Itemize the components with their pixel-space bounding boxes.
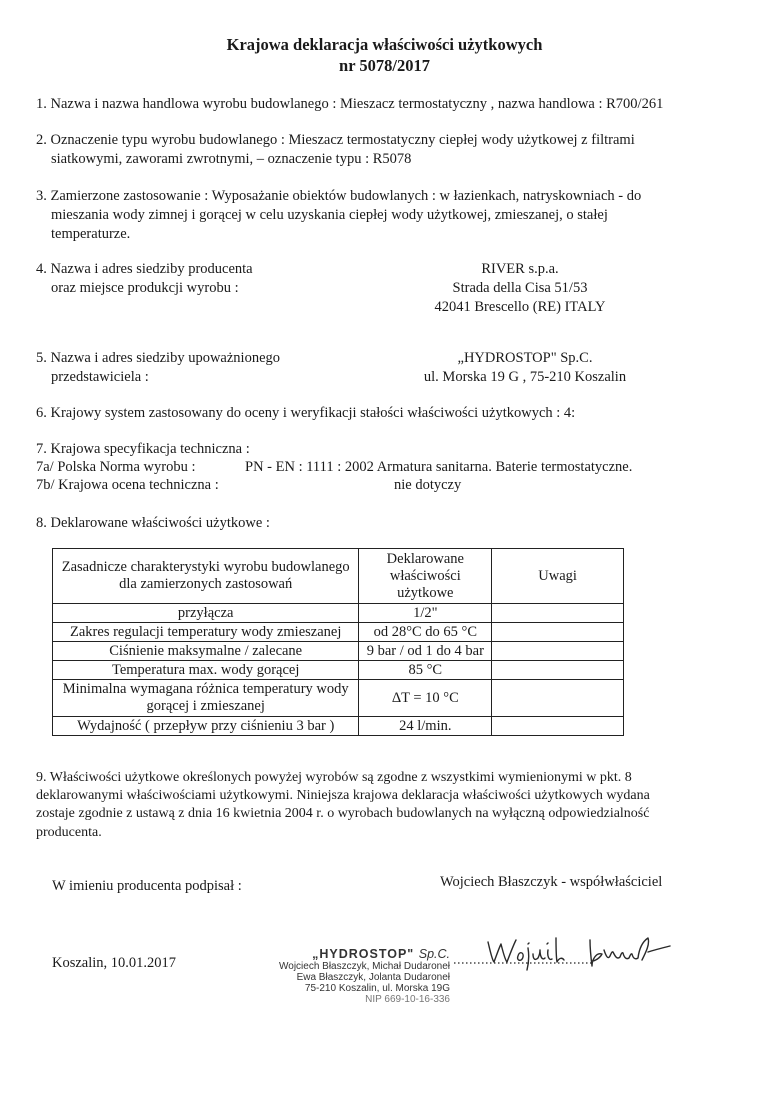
row-characteristic: Temperatura max. wody gorącej: [53, 661, 359, 680]
section-4-label-line-1: 4. Nazwa i adres siedziby producenta: [36, 261, 253, 277]
section-7b-value: nie dotyczy: [394, 477, 462, 493]
representative-street: ul. Morska 19 G , 75-210 Koszalin: [423, 368, 627, 385]
section-7b-label: 7b/ Krajowa ocena techniczna :: [36, 477, 219, 493]
representative-name: „HYDROSTOP" Sp.C.: [457, 350, 593, 366]
section-7: 7. Krajowa specyfikacja techniczna :: [36, 441, 250, 457]
section-4-label-line-2: oraz miejsce produkcji wyrobu :: [51, 279, 239, 296]
header-remarks: Uwagi: [492, 549, 624, 604]
stamp-company-line: [250, 947, 450, 961]
signature-stroke-second: [590, 938, 670, 966]
manufacturer-street: Strada della Cisa 51/53: [452, 279, 588, 296]
row-remarks: [492, 717, 624, 736]
section-7a-label: 7a/ Polska Norma wyrobu :: [36, 459, 196, 475]
row-characteristic: Zakres regulacji temperatury wody zmieszanej: [53, 623, 359, 642]
section-3-line-2: mieszania wody zimnej i gorącej w celu uzyskania ciepłej wody użytkowej, zmieszanej, o stałej: [51, 206, 608, 223]
row-characteristic: Ciśnienie maksymalne / zalecane: [53, 642, 359, 661]
properties-table: [52, 548, 624, 736]
row-remarks: [492, 661, 624, 680]
document-title: [0, 34, 769, 76]
stamp-line-1: Wojciech Błaszczyk, Michał Dudaroneł: [279, 961, 450, 972]
row-value: ΔT = 10 °C: [359, 680, 492, 717]
signed-on-behalf-label: W imieniu producenta podpisał :: [52, 878, 242, 894]
row-remarks: [492, 604, 624, 623]
section-9-line-2: deklarowanymi właściwościami użytkowymi. Niniejsza krajowa deklaracja właściwości użytkowych wydana: [36, 788, 650, 804]
signature-stroke-first: [488, 938, 564, 970]
section-3-line-1: 3. Zamierzone zastosowanie : Wyposażanie obiektów budowlanych : w łazienkach, natryskowniach - do: [36, 188, 642, 204]
section-2: [36, 131, 746, 169]
table-header-row: [53, 549, 624, 604]
row-characteristic: przyłącza: [53, 604, 359, 623]
table-row: [53, 661, 624, 680]
header-characteristics: Zasadnicze charakterystyki wyrobu budowlanego dla zamierzonych zastosowań: [53, 549, 359, 604]
stamp-line-4: NIP 669-10-16-336: [365, 994, 450, 1005]
representative-address: [390, 349, 660, 387]
section-9-line-1: 9. Właściwości użytkowe określonych powyżej wyrobów są zgodne z wszystkimi wymienionymi w pkt. 8: [36, 770, 632, 785]
section-5-label-line-2: przedstawiciela :: [51, 368, 149, 385]
manufacturer-city: 42041 Brescello (RE) ITALY: [434, 298, 606, 315]
row-remarks: [492, 642, 624, 661]
table-row: [53, 642, 624, 661]
section-3-line-3: temperaturze.: [51, 225, 131, 242]
stamp-company: „HYDROSTOP": [312, 947, 415, 961]
section-7a-value: PN - EN : 1111 : 2002 Armatura sanitarna. Baterie termostatyczne.: [245, 459, 633, 475]
section-9-line-4: producenta.: [36, 824, 102, 840]
row-value: 24 l/min.: [359, 717, 492, 736]
header-declared-properties: Deklarowane właściwości użytkowe: [359, 549, 492, 604]
section-3: [36, 187, 746, 244]
signature-graphic: [452, 930, 692, 975]
row-remarks: [492, 680, 624, 717]
table-row: [53, 604, 624, 623]
place-and-date: Koszalin, 10.01.2017: [52, 955, 177, 971]
section-9-line-3: zostaje zgodnie z ustawą z dnia 16 kwietnia 2004 r. o wyrobach budowlanych na wyłączną odpowiedzialność: [36, 806, 650, 822]
table-row: [53, 717, 624, 736]
title-line-1: Krajowa deklaracja właściwości użytkowych: [226, 35, 543, 54]
title-line-2: nr 5078/2017: [339, 56, 430, 75]
table-row: [53, 680, 624, 717]
manufacturer-address: [400, 260, 640, 317]
company-stamp: [250, 947, 450, 1005]
row-characteristic: Wydajność ( przepływ przy ciśnieniu 3 bar ): [53, 717, 359, 736]
row-value: 85 °C: [359, 661, 492, 680]
section-2-line-1: 2. Oznaczenie typu wyrobu budowlanego : Mieszacz termostatyczny ciepłej wody użytkowej z filtrami: [36, 132, 635, 148]
table-row: [53, 623, 624, 642]
section-8: 8. Deklarowane właściwości użytkowe :: [36, 515, 270, 531]
stamp-line-3: 75-210 Koszalin, ul. Morska 19G: [304, 983, 450, 994]
stamp-company-suffix: Sp.C.: [418, 947, 450, 961]
handwritten-signature: [452, 930, 692, 975]
row-remarks: [492, 623, 624, 642]
manufacturer-name: RIVER s.p.a.: [481, 261, 559, 277]
row-characteristic: Minimalna wymagana różnica temperatury wody gorącej i zmieszanej: [53, 680, 359, 717]
section-9: [36, 769, 746, 842]
stamp-line-2: Ewa Błaszczyk, Jolanta Dudaroneł: [296, 972, 450, 983]
section-6: 6. Krajowy system zastosowany do oceny i weryfikacji stałości właściwości użytkowych : 4:: [36, 405, 576, 421]
section-2-line-2: siatkowymi, zaworami zwrotnymi, – oznaczenie typu : R5078: [51, 150, 412, 167]
signatory-name: Wojciech Błaszczyk - współwłaściciel: [440, 874, 663, 890]
section-1: 1. Nazwa i nazwa handlowa wyrobu budowlanego : Mieszacz termostatyczny , nazwa handlowa : R700/261: [36, 96, 664, 112]
row-value: od 28°C do 65 °C: [359, 623, 492, 642]
row-value: 1/2": [359, 604, 492, 623]
section-5-label-line-1: 5. Nazwa i adres siedziby upoważnionego: [36, 350, 281, 366]
row-value: 9 bar / od 1 do 4 bar: [359, 642, 492, 661]
